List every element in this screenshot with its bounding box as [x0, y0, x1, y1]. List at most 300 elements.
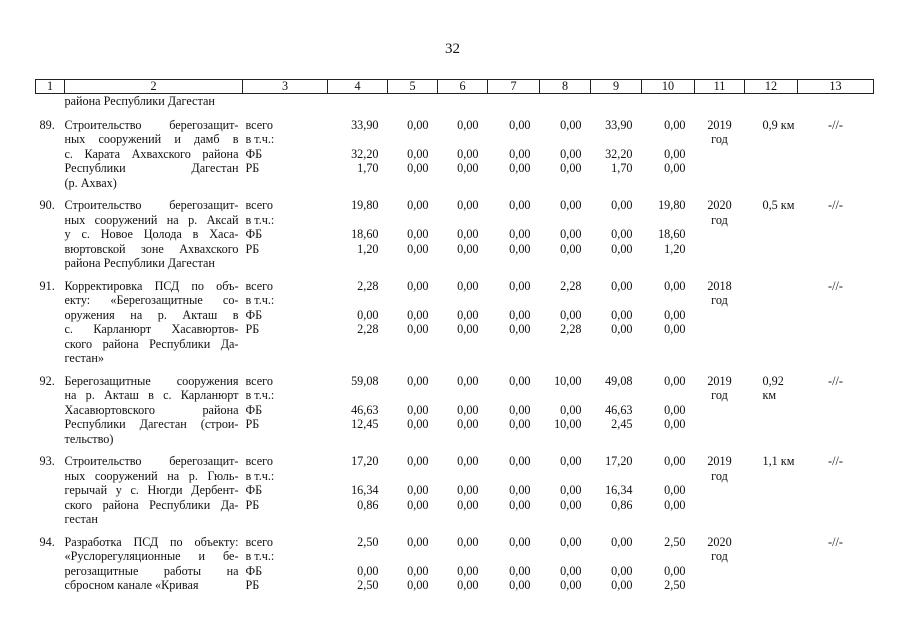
value: 17,20 — [351, 454, 379, 468]
note: -//- — [828, 198, 843, 212]
object-name-line: (р. Ахвах) — [64, 175, 117, 190]
value: 0,00 — [457, 483, 479, 497]
value: 0,00 — [357, 307, 379, 322]
value: 0,00 — [407, 322, 429, 336]
value — [591, 293, 633, 308]
value-cell — [591, 118, 642, 199]
object-name-line: ского района Республики Да- — [64, 497, 239, 512]
value-cell — [591, 279, 642, 374]
table-row — [36, 279, 874, 374]
column-header-1: 1 — [36, 80, 65, 94]
value — [591, 469, 633, 484]
value: 0,00 — [509, 227, 531, 241]
continuation-row — [36, 94, 874, 118]
value — [388, 213, 429, 228]
value: 0,00 — [457, 278, 479, 293]
length — [745, 279, 798, 374]
value: 0,00 — [407, 417, 429, 431]
value — [388, 388, 429, 403]
row-number: 94. — [39, 534, 55, 549]
object-name-line: Берегозащитные сооружения — [64, 373, 239, 388]
funding-source-label: ФБ — [245, 563, 263, 578]
column-header-7: 7 — [488, 80, 540, 94]
value: 0,00 — [407, 307, 429, 322]
object-name-line: Разработка ПСД по объекту: — [64, 534, 239, 549]
value — [642, 132, 686, 147]
value: 2,28 — [357, 278, 379, 293]
value: 0,00 — [509, 563, 531, 578]
completion-year — [695, 535, 745, 601]
completion-year — [695, 198, 745, 279]
completion-year — [695, 118, 745, 199]
value: 0,00 — [509, 402, 531, 417]
value — [438, 388, 479, 403]
value-cell — [540, 374, 591, 455]
value-cell — [438, 279, 488, 374]
value: 0,00 — [357, 563, 379, 578]
funding-source-label: РБ — [245, 241, 260, 256]
value: 19,80 — [351, 198, 379, 212]
object-name-line: гестан» — [64, 351, 104, 365]
value-cell — [328, 374, 388, 455]
length: 0,92 км — [762, 373, 784, 402]
value — [328, 388, 379, 403]
value: 0,00 — [407, 402, 429, 417]
value — [388, 469, 429, 484]
value — [438, 549, 479, 564]
value-cell — [388, 454, 438, 535]
value: 0,00 — [664, 146, 686, 161]
funding-source — [243, 374, 328, 455]
year-text: 2018 — [707, 278, 732, 293]
object-name-line: Республики Дагестан (строи- — [64, 417, 239, 431]
row-number: 89. — [39, 117, 55, 132]
year-text: год — [711, 468, 728, 483]
funding-source — [243, 118, 328, 199]
continuation-text: района Республики Дагестан — [64, 94, 215, 108]
value: 2,50 — [664, 534, 686, 549]
object-name — [65, 118, 243, 199]
value: 0,00 — [560, 497, 582, 512]
value: 0,00 — [509, 578, 531, 592]
value: 0,00 — [664, 497, 686, 512]
note: -//- — [828, 278, 843, 293]
value — [328, 469, 379, 484]
value: 0,00 — [664, 278, 686, 293]
value — [388, 549, 429, 564]
object-name-line: с. Карата Ахвахского района — [64, 146, 239, 161]
funding-source-label: ФБ — [245, 307, 263, 322]
value: 2,50 — [664, 578, 686, 592]
value — [642, 293, 686, 308]
value — [388, 132, 429, 147]
value: 16,34 — [351, 483, 379, 497]
value-cell — [388, 198, 438, 279]
length — [745, 535, 798, 601]
funding-source-label: всего — [245, 534, 273, 549]
object-name-line: гестан — [64, 512, 98, 526]
object-name-line: сбросном канале «Кривая — [64, 578, 199, 592]
object-name-line: ных сооружений на р. Гюль- — [64, 468, 239, 483]
program-table — [35, 79, 874, 601]
value-cell — [642, 535, 695, 601]
value: 0,00 — [560, 578, 582, 592]
value: 0,00 — [664, 483, 686, 497]
value: 0,00 — [407, 578, 429, 592]
object-name-line: регозащитные работы на — [64, 563, 239, 578]
value-cell — [328, 279, 388, 374]
value: 0,00 — [509, 454, 531, 468]
value — [540, 293, 582, 308]
object-name-line: района Республики Дагестан — [64, 256, 215, 270]
value: 0,00 — [560, 454, 582, 468]
object-name-line: ных сооружений на р. Аксай — [64, 212, 239, 227]
value: 1,20 — [357, 241, 379, 256]
value-cell — [591, 454, 642, 535]
value-cell — [388, 535, 438, 601]
column-header-9: 9 — [591, 80, 642, 94]
value-cell — [488, 374, 540, 455]
value: 0,00 — [664, 454, 686, 468]
funding-source — [243, 535, 328, 601]
value: 16,34 — [605, 483, 633, 497]
value — [642, 213, 686, 228]
value: 0,00 — [407, 117, 429, 132]
funding-source — [243, 454, 328, 535]
object-name-line: герычай у с. Нюгди Дербент- — [64, 483, 239, 497]
column-header-2: 2 — [65, 80, 243, 94]
value — [591, 549, 633, 564]
value — [488, 388, 531, 403]
value: 0,00 — [457, 146, 479, 161]
object-name-line: тельство) — [64, 431, 114, 446]
funding-source-label: в т.ч.: — [245, 293, 275, 307]
value — [488, 132, 531, 147]
row-number: 90. — [39, 198, 55, 212]
value: 17,20 — [605, 454, 633, 468]
value: 0,00 — [560, 198, 582, 212]
value: 32,20 — [351, 146, 379, 161]
value: 2,28 — [357, 322, 379, 336]
value — [328, 132, 379, 147]
column-header-4: 4 — [328, 80, 388, 94]
value: 0,00 — [611, 227, 633, 241]
value: 0,00 — [457, 161, 479, 175]
table-row — [36, 454, 874, 535]
note: -//- — [828, 373, 843, 388]
column-header-8: 8 — [540, 80, 591, 94]
value-cell — [540, 454, 591, 535]
value: 0,00 — [457, 241, 479, 256]
value: 0,00 — [560, 241, 582, 256]
value: 0,00 — [664, 161, 686, 175]
funding-source-label: всего — [245, 278, 273, 293]
value: 0,00 — [407, 497, 429, 512]
value: 2,50 — [357, 578, 379, 592]
value: 0,00 — [509, 497, 531, 512]
object-name — [65, 198, 243, 279]
value — [488, 549, 531, 564]
year-text: 2020 — [707, 534, 732, 549]
value-cell — [540, 118, 591, 199]
year-text: год — [711, 293, 728, 307]
value-cell — [438, 198, 488, 279]
value: 0,00 — [407, 146, 429, 161]
object-name-line: на р. Акташ в с. Карланюрт — [64, 388, 239, 402]
object-name-line: ского района Республики Да- — [64, 336, 239, 351]
value — [540, 469, 582, 484]
value: 0,00 — [560, 534, 582, 549]
value: 0,00 — [611, 307, 633, 322]
value: 0,00 — [560, 117, 582, 132]
value: 0,00 — [509, 307, 531, 322]
value: 19,80 — [658, 198, 686, 212]
value-cell — [488, 118, 540, 199]
value: 0,00 — [560, 483, 582, 497]
value-cell — [642, 279, 695, 374]
value: 0,00 — [611, 322, 633, 336]
value: 0,00 — [509, 146, 531, 161]
funding-source-label: всего — [245, 198, 273, 212]
value: 0,86 — [611, 497, 633, 512]
value: 0,00 — [509, 534, 531, 549]
value — [328, 213, 379, 228]
funding-source-label: ФБ — [245, 146, 263, 161]
note: -//- — [828, 534, 843, 549]
value: 0,00 — [407, 534, 429, 549]
value — [388, 293, 429, 308]
value: 12,45 — [351, 417, 379, 431]
value: 1,20 — [664, 241, 686, 256]
column-header-12: 12 — [745, 80, 798, 94]
object-name-line: екту: «Берегозащитные со- — [64, 293, 239, 307]
value: 32,20 — [605, 146, 633, 161]
object-name-line: Корректировка ПСД по объ- — [64, 278, 239, 293]
value: 2,50 — [357, 534, 379, 549]
value: 1,70 — [357, 161, 379, 175]
value-cell — [328, 535, 388, 601]
value-cell — [642, 454, 695, 535]
page-number: 32 — [445, 41, 460, 57]
value: 0,00 — [407, 198, 429, 212]
value: 0,00 — [664, 322, 686, 336]
value: 0,00 — [407, 227, 429, 241]
value-cell — [540, 535, 591, 601]
value: 33,90 — [351, 117, 379, 132]
value — [328, 549, 379, 564]
value-cell — [328, 118, 388, 199]
value: 0,00 — [407, 454, 429, 468]
funding-source-label: ФБ — [245, 227, 263, 241]
row-number: 91. — [39, 278, 55, 293]
value: 0,00 — [611, 241, 633, 256]
value: 18,60 — [658, 227, 686, 241]
value: 0,00 — [457, 417, 479, 431]
funding-source-label: в т.ч.: — [245, 132, 275, 146]
value: 0,00 — [509, 483, 531, 497]
value: 0,00 — [664, 402, 686, 417]
value: 0,00 — [560, 307, 582, 322]
value: 0,00 — [664, 373, 686, 388]
completion-year — [695, 374, 745, 455]
value: 0,00 — [457, 454, 479, 468]
year-text: 2019 — [707, 373, 732, 388]
length: 1,1 км — [762, 454, 795, 468]
object-name — [65, 454, 243, 535]
value — [540, 132, 582, 147]
table-row — [36, 535, 874, 601]
value-cell — [591, 535, 642, 601]
completion-year — [695, 279, 745, 374]
value — [438, 213, 479, 228]
value: 0,00 — [664, 307, 686, 322]
value: 0,00 — [560, 227, 582, 241]
value-cell — [438, 535, 488, 601]
value: 0,00 — [407, 241, 429, 256]
value: 0,00 — [560, 161, 582, 175]
value-cell — [540, 198, 591, 279]
value: 0,00 — [509, 417, 531, 431]
object-name-line: с. Карланюрт Хасавюртов- — [64, 322, 239, 336]
funding-source-label: РБ — [245, 578, 260, 592]
value — [642, 469, 686, 484]
year-text: год — [711, 212, 728, 227]
value — [488, 293, 531, 308]
value: 0,00 — [560, 563, 582, 578]
length: 0,9 км — [762, 117, 795, 132]
table-row — [36, 198, 874, 279]
object-name-line: Строительство берегозащит- — [64, 454, 239, 468]
value: 0,00 — [457, 117, 479, 132]
value-cell — [642, 118, 695, 199]
value — [642, 388, 686, 403]
year-text: 2019 — [707, 117, 732, 132]
value: 59,08 — [351, 373, 379, 388]
length: 0,5 км — [762, 198, 795, 212]
value: 0,00 — [407, 161, 429, 175]
year-text: 2020 — [707, 198, 732, 212]
value — [488, 213, 531, 228]
value-cell — [388, 279, 438, 374]
value: 0,00 — [457, 307, 479, 322]
value: 0,00 — [457, 402, 479, 417]
object-name-line: Республики Дагестан — [64, 161, 239, 175]
value — [438, 293, 479, 308]
value: 0,00 — [611, 534, 633, 549]
table-row — [36, 118, 874, 199]
object-name-line: вюртовской зоне Ахвахского — [64, 241, 239, 256]
year-text: год — [711, 549, 728, 563]
value-cell — [488, 535, 540, 601]
value: 0,00 — [611, 578, 633, 592]
value: 0,00 — [611, 563, 633, 578]
value: 49,08 — [605, 373, 633, 388]
row-number: 93. — [39, 454, 55, 468]
value-cell — [328, 454, 388, 535]
value: 0,00 — [457, 578, 479, 592]
year-text: год — [711, 388, 728, 402]
value: 0,00 — [560, 402, 582, 417]
funding-source-label: ФБ — [245, 402, 263, 417]
value-cell — [591, 198, 642, 279]
value: 2,28 — [560, 278, 582, 293]
value — [591, 132, 633, 147]
year-text: 2019 — [707, 454, 732, 468]
value-cell — [388, 118, 438, 199]
funding-source — [243, 198, 328, 279]
object-name — [65, 374, 243, 455]
value: 0,00 — [611, 198, 633, 212]
value: 0,00 — [407, 278, 429, 293]
value: 0,00 — [664, 417, 686, 431]
value: 0,00 — [457, 227, 479, 241]
value-cell — [488, 198, 540, 279]
value: 0,00 — [611, 278, 633, 293]
object-name-line: оружения на р. Акташ в — [64, 307, 239, 322]
row-number: 92. — [39, 373, 55, 388]
funding-source — [243, 279, 328, 374]
object-name-line: Строительство берегозащит- — [64, 117, 239, 132]
column-header-5: 5 — [388, 80, 438, 94]
value: 0,00 — [664, 117, 686, 132]
value-cell — [328, 198, 388, 279]
value: 33,90 — [605, 117, 633, 132]
value — [540, 388, 582, 403]
value — [540, 549, 582, 564]
funding-source-label: в т.ч.: — [245, 388, 275, 402]
value: 2,28 — [560, 322, 582, 336]
value-cell — [540, 279, 591, 374]
funding-source-label: в т.ч.: — [245, 212, 275, 227]
value: 46,63 — [351, 402, 379, 417]
value — [540, 213, 582, 228]
value-cell — [642, 198, 695, 279]
value: 0,00 — [407, 563, 429, 578]
value — [438, 469, 479, 484]
value: 10,00 — [554, 417, 582, 431]
value: 0,86 — [357, 497, 379, 512]
funding-source-label: в т.ч.: — [245, 549, 275, 563]
value: 0,00 — [509, 278, 531, 293]
value: 0,00 — [509, 373, 531, 388]
funding-source-label: всего — [245, 117, 273, 132]
value: 0,00 — [509, 241, 531, 256]
column-header-10: 10 — [642, 80, 695, 94]
object-name-line: Строительство берегозащит- — [64, 198, 239, 212]
value: 0,00 — [457, 563, 479, 578]
value: 0,00 — [509, 322, 531, 336]
funding-source-label: ФБ — [245, 483, 263, 497]
value: 0,00 — [509, 161, 531, 175]
value: 0,00 — [457, 497, 479, 512]
value: 0,00 — [560, 146, 582, 161]
note: -//- — [828, 454, 843, 468]
value-cell — [591, 374, 642, 455]
value — [591, 388, 633, 403]
funding-source-label: РБ — [245, 497, 260, 512]
object-name-line: Хасавюртовского района — [64, 402, 239, 417]
column-header-3: 3 — [243, 80, 328, 94]
value: 0,00 — [457, 373, 479, 388]
funding-source-label: в т.ч.: — [245, 468, 275, 483]
value: 10,00 — [554, 373, 582, 388]
column-header-11: 11 — [695, 80, 745, 94]
value: 0,00 — [664, 563, 686, 578]
object-name — [65, 535, 243, 601]
value-cell — [642, 374, 695, 455]
value-cell — [438, 454, 488, 535]
object-name-line: у с. Новое Цолода в Хаса- — [64, 227, 239, 241]
